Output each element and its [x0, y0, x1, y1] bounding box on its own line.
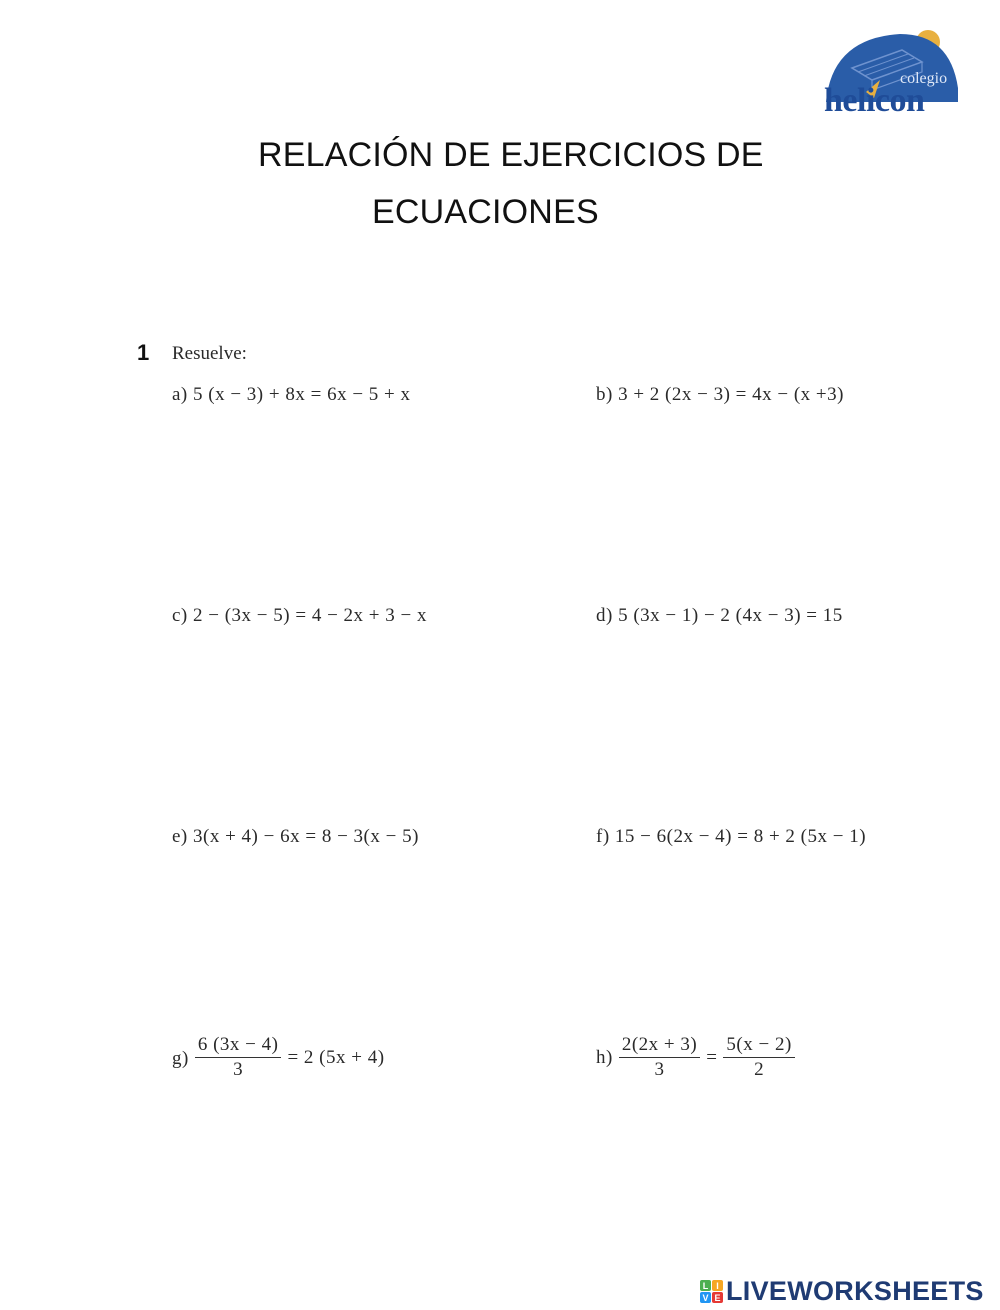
colegio-helicon-logo: [822, 28, 962, 120]
page-title-line1: RELACIÓN DE EJERCICIOS DE: [258, 136, 764, 174]
equation-text: 15 − 6(2x − 4) = 8 + 2 (5x − 1): [614, 826, 867, 847]
numerator: 2(2x + 3): [619, 1034, 700, 1058]
denominator: 2: [754, 1059, 765, 1080]
denominator: 3: [233, 1059, 244, 1080]
badge-letter: L: [700, 1280, 711, 1291]
fraction: [195, 1034, 282, 1082]
logo-big-text: helicon: [824, 82, 925, 119]
badge-letter: I: [712, 1280, 723, 1291]
item-label: a): [172, 384, 188, 405]
equation-g: [172, 1034, 385, 1082]
exercise-instruction: Resuelve:: [172, 343, 247, 364]
fraction-right: [723, 1034, 794, 1082]
numerator: 6 (3x − 4): [195, 1034, 282, 1058]
equation-a: [172, 384, 411, 406]
equation-c: [172, 605, 427, 627]
item-label: d): [596, 605, 613, 626]
logo-small-text: colegio: [900, 70, 948, 87]
badge-letter: V: [700, 1292, 711, 1303]
equation-d: [596, 605, 843, 627]
equation-text: 3(x + 4) − 6x = 8 − 3(x − 5): [193, 826, 419, 847]
fraction-left: [619, 1034, 700, 1082]
equation-h: [596, 1034, 801, 1082]
equation-text: 5 (3x − 1) − 2 (4x − 3) = 15: [618, 605, 843, 626]
item-label: h): [596, 1047, 613, 1068]
equation-text: 2 − (3x − 5) = 4 − 2x + 3 − x: [193, 605, 427, 626]
liveworksheets-brand: [700, 1276, 984, 1307]
badge-letter: E: [712, 1292, 723, 1303]
equals-sign: =: [706, 1047, 718, 1068]
item-label: g): [172, 1048, 189, 1069]
page-title-line2: ECUACIONES: [372, 193, 599, 231]
live-badge-icon: [700, 1280, 723, 1303]
item-label: e): [172, 826, 188, 847]
item-label: f): [596, 826, 610, 847]
exercise-number: 1: [137, 340, 150, 365]
equation-e: [172, 826, 419, 848]
equation-f: [596, 826, 866, 848]
denominator: 3: [654, 1059, 665, 1080]
brand-name: LIVEWORKSHEETS: [726, 1276, 984, 1306]
equation-b: [596, 384, 844, 406]
item-label: b): [596, 384, 613, 405]
item-label: c): [172, 605, 188, 626]
numerator: 5(x − 2): [723, 1034, 794, 1058]
equation-rhs: = 2 (5x + 4): [287, 1047, 385, 1068]
equation-text: 3 + 2 (2x − 3) = 4x − (x +3): [618, 384, 844, 405]
equation-text: 5 (x − 3) + 8x = 6x − 5 + x: [193, 384, 411, 405]
